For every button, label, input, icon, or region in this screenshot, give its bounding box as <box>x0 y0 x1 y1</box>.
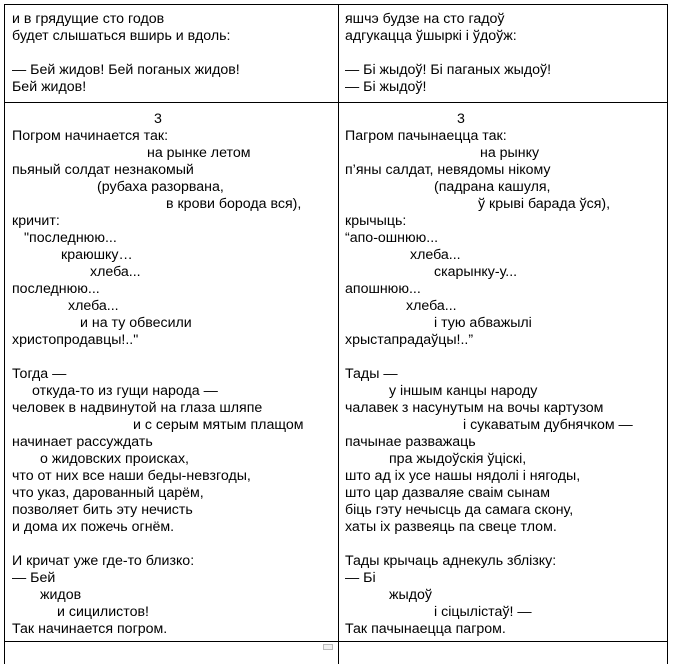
poem-line: Тогда — <box>12 366 67 382</box>
poem-line: пра жыдоўскія ўціскі, <box>389 451 527 467</box>
poem-line: і тую абважылі <box>434 315 532 331</box>
poem-line: на рынке летом <box>147 145 251 161</box>
poem-line: и на ту обвесили <box>80 315 192 331</box>
poem-line: біць гэту нечысць да самага скону, <box>345 502 574 518</box>
poem-line: (рубаха разорвана, <box>97 179 224 195</box>
poem-line: в крови борода вся), <box>166 196 302 212</box>
poem-line: адгукацца ўшыркі і ўдоўж: <box>345 28 517 44</box>
poem-line: — Бі жыдоў! <box>345 79 427 95</box>
poem-line: Пагром пачынаецца так: <box>345 128 507 144</box>
poem-line: крычыць: <box>345 213 407 229</box>
poem-line: хлеба... <box>406 298 457 314</box>
poem-line: хлеба... <box>90 264 141 280</box>
poem-line: позволяет бить эту нечисть <box>12 502 193 518</box>
poem-line: Бей жидов! <box>12 79 87 95</box>
poem-line: И кричат уже где-то близко: <box>12 553 195 569</box>
poem-line: Тады крычаць аднекуль зблізку: <box>345 553 557 569</box>
poem-line: хрыстапрадаўцы!..” <box>345 332 474 348</box>
poem-line: пьяный солдат незнакомый <box>12 162 194 178</box>
poem-line: і сукаватым дубнячком — <box>463 417 633 433</box>
poem-line: хаты іх развеяць па свеце тлом. <box>345 519 557 535</box>
poem-line: — Бей <box>12 570 56 586</box>
table-border-top <box>4 4 668 5</box>
poem-line: жидов <box>40 587 82 603</box>
poem-line: Погром начинается так: <box>12 128 169 144</box>
table-border-right <box>667 4 668 664</box>
poem-line: — Бей жидов! Бей поганых жидов! <box>12 62 240 78</box>
poem-line: хлеба... <box>68 298 119 314</box>
poem-line: христопродавцы!.." <box>12 332 139 348</box>
poem-line: у іншым канцы народу <box>389 383 538 399</box>
poem-line: что от них все наши беды-невзгоды, <box>12 468 251 484</box>
poem-line: чалавек з насунутым на вочы картузом <box>345 400 604 416</box>
poem-line: і сіцылістаў! — <box>434 604 532 620</box>
poem-line: Тады — <box>345 366 398 382</box>
table-resize-handle[interactable] <box>323 644 333 650</box>
poem-line: что указ, дарованный царём, <box>12 485 204 501</box>
table-row-divider <box>4 641 668 642</box>
poem-line: што ад іх усе нашы нядолі і нягоды, <box>345 468 581 484</box>
poem-line: — Бі жыдоў! Бі паганых жыдоў! <box>345 62 552 78</box>
poem-line: (падрана кашуля, <box>434 179 551 195</box>
poem-line: што цар дазваляе сваім сынам <box>345 485 550 501</box>
poem-line: на рынку <box>480 145 540 161</box>
section-number: 3 <box>154 111 162 127</box>
poem-line: ў крыві барада ўся), <box>478 196 611 212</box>
poem-line: Так начинается погром. <box>12 621 168 637</box>
poem-line: жыдоў <box>389 587 432 603</box>
poem-line: скарынку-у... <box>434 264 518 280</box>
poem-line: яшчэ будзе на сто гадоў <box>345 11 505 27</box>
poem-line: “апо-ошнюю... <box>345 230 439 246</box>
poem-line: будет слышаться вширь и вдоль: <box>12 28 231 44</box>
poem-line: кричит: <box>12 213 60 229</box>
poem-line: пачынае разважаць <box>345 434 476 450</box>
poem-line: о жидовских происках, <box>40 451 189 467</box>
poem-line: и в грядущие сто годов <box>12 11 165 27</box>
poem-line: — Бі <box>345 570 376 586</box>
table-column-divider <box>338 4 339 664</box>
poem-line: человек в надвинутой на глаза шляпе <box>12 400 263 416</box>
poem-line: и сицилистов! <box>57 604 149 620</box>
poem-line: хлеба... <box>410 247 461 263</box>
poem-line: и с серым мятым плащом <box>133 417 304 433</box>
table-border-left <box>4 4 5 664</box>
section-number: 3 <box>457 111 465 127</box>
poem-line: и дома их пожечь огнём. <box>12 519 175 535</box>
poem-line: п’яны салдат, невядомы нікому <box>345 162 551 178</box>
poem-line: откуда-то из гущи народа — <box>32 383 218 399</box>
poem-line: начинает рассуждать <box>12 434 153 450</box>
table-row-divider <box>4 102 668 103</box>
poem-line: "последнюю... <box>24 230 117 246</box>
poem-line: апошнюю... <box>345 281 421 297</box>
poem-line: Так пачынаецца пагром. <box>345 621 506 637</box>
poem-line: последнюю... <box>12 281 100 297</box>
poem-line: краюшку… <box>61 247 133 263</box>
